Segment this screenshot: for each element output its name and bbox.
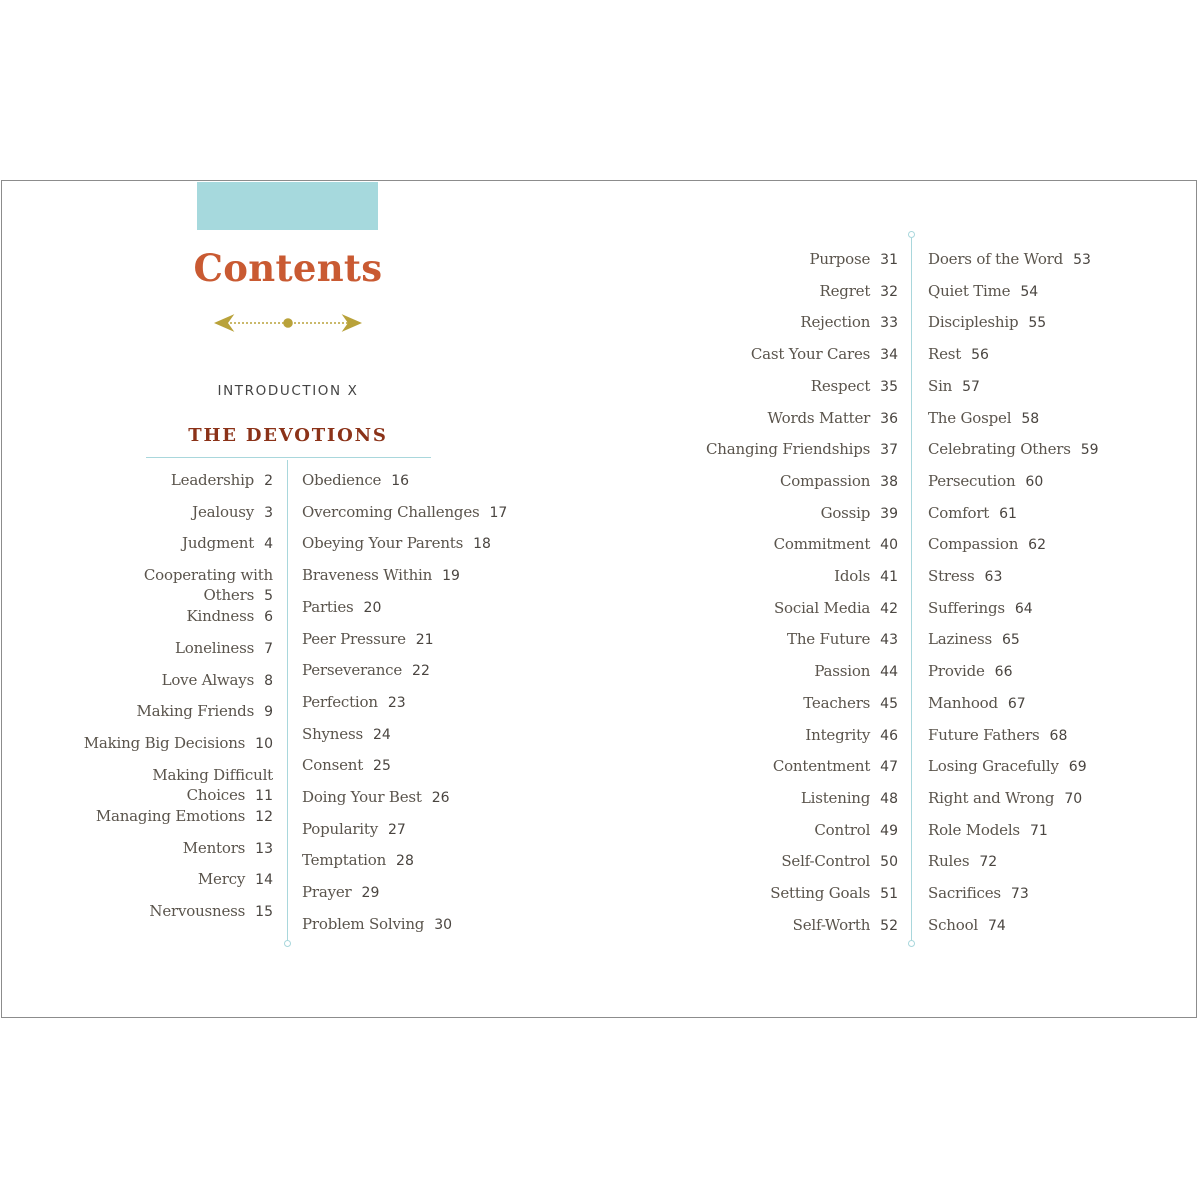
toc-entry-title: The Gospel	[928, 408, 1012, 427]
toc-entry-title: Rest	[928, 345, 962, 364]
toc-entry-page: 36	[880, 410, 898, 427]
toc-entry[interactable]	[780, 471, 898, 492]
toc-entry[interactable]	[928, 820, 1048, 841]
toc-entry[interactable]	[928, 883, 1029, 904]
toc-entry[interactable]	[809, 249, 898, 270]
toc-entry-page: 22	[412, 663, 430, 680]
toc-entry-title: Loneliness	[175, 639, 255, 657]
toc-entry[interactable]	[302, 882, 379, 903]
toc-entry-page: 58	[1021, 410, 1040, 427]
toc-entry-title: Problem Solving	[302, 914, 425, 933]
toc-entry-title: Jealousy	[192, 502, 255, 521]
toc-entry-title: Prayer	[302, 883, 352, 902]
toc-entry-title: Cast Your Cares	[750, 345, 871, 364]
toc-entry-title: Passion	[814, 662, 871, 681]
toc-entry[interactable]	[928, 756, 1087, 777]
toc-entry-title: Making Difficult Choices	[152, 765, 273, 804]
toc-entry-page: 56	[971, 347, 989, 364]
toc-entry-title: Discipleship	[928, 313, 1019, 332]
toc-entry[interactable]	[302, 533, 491, 554]
toc-entry-page: 14	[255, 872, 273, 889]
toc-entry-page: 67	[1007, 695, 1026, 712]
toc-entry-title: Control	[814, 820, 871, 839]
toc-entry-title: Popularity	[302, 819, 378, 838]
toc-entry-title: Setting Goals	[770, 884, 871, 902]
toc-entry-page: 25	[373, 758, 391, 775]
toc-entry-page: 30	[434, 916, 453, 933]
toc-entry-page: 59	[1080, 442, 1099, 459]
toc-entry[interactable]	[302, 724, 391, 745]
toc-entry-page: 7	[264, 641, 273, 657]
divider-end-dot	[908, 940, 915, 947]
heading-divider	[146, 457, 431, 458]
toc-entry-page: 9	[264, 704, 273, 721]
toc-entry[interactable]	[302, 660, 430, 681]
toc-entry-title: Self-Worth	[792, 915, 871, 934]
toc-entry[interactable]	[928, 408, 1039, 429]
toc-entry[interactable]	[928, 725, 1067, 746]
toc-entry[interactable]	[834, 566, 898, 587]
toc-entry-page: 46	[880, 727, 898, 744]
toc-entry-page: 39	[880, 505, 898, 522]
toc-entry[interactable]	[928, 439, 1099, 460]
toc-entry-title: Mentors	[182, 838, 246, 857]
toc-entry-title: Words Matter	[767, 408, 871, 427]
toc-entry-page: 48	[880, 790, 898, 807]
toc-entry-page: 74	[988, 917, 1006, 934]
toc-entry[interactable]	[171, 470, 273, 491]
toc-entry-title: Sin	[928, 376, 953, 395]
toc-entry-title: Social Media	[773, 598, 871, 617]
toc-entry-title: Provide	[928, 662, 985, 681]
toc-entry-title: Sufferings	[928, 598, 1005, 617]
toc-entry-page: 35	[880, 378, 898, 395]
toc-entry-title: Overcoming Challenges	[302, 502, 480, 521]
toc-entry-page: 50	[880, 854, 898, 871]
toc-entry-title: Making Big Decisions	[83, 734, 246, 753]
toc-entry[interactable]	[928, 376, 980, 397]
toc-entry-title: Teachers	[803, 693, 871, 712]
toc-entry-page: 32	[880, 283, 898, 300]
toc-entry-title: Perfection	[302, 692, 378, 711]
toc-entry-page: 71	[1029, 822, 1048, 839]
toc-entry[interactable]	[928, 915, 1006, 936]
toc-entry-title: Respect	[810, 376, 871, 395]
toc-entry-title: Obeying Your Parents	[302, 534, 464, 553]
toc-entry-page: 38	[880, 473, 898, 490]
toc-entry-title: Comfort	[928, 503, 990, 522]
toc-entry[interactable]	[302, 755, 391, 776]
toc-entry[interactable]	[928, 851, 997, 872]
toc-entry[interactable]	[302, 597, 381, 618]
toc-entry-page: 13	[255, 840, 273, 857]
toc-entry-page: 49	[880, 822, 898, 839]
toc-entry[interactable]	[928, 281, 1038, 302]
toc-entry-page: 23	[387, 694, 406, 711]
toc-entry-title: Self-Control	[781, 852, 871, 871]
toc-entry-title: Right and Wrong	[928, 788, 1055, 807]
toc-entry-title: Listening	[800, 788, 871, 807]
toc-entry-page: 29	[361, 885, 380, 902]
toc-entry-title: Compassion	[780, 471, 871, 490]
toc-entry[interactable]	[801, 788, 898, 809]
toc-entry[interactable]	[302, 787, 450, 808]
toc-entry-page: 21	[415, 631, 434, 648]
toc-entry-title: Purpose	[809, 250, 871, 268]
toc-entry[interactable]	[774, 598, 898, 619]
toc-entry-page: 70	[1064, 790, 1083, 807]
devotions-heading: THE DEVOTIONS	[188, 425, 388, 446]
toc-entry[interactable]	[302, 819, 406, 840]
toc-entry-page: 20	[363, 599, 382, 616]
toc-entry-title: Obedience	[302, 471, 382, 489]
toc-entry-page: 45	[880, 695, 898, 712]
toc-entry[interactable]	[805, 725, 898, 746]
toc-entry-title: Celebrating Others	[928, 440, 1071, 459]
toc-entry-title: Changing Friendships	[706, 440, 871, 459]
toc-entry-page: 44	[880, 664, 898, 681]
toc-entry[interactable]	[302, 565, 460, 586]
toc-entry-page: 55	[1028, 315, 1047, 332]
toc-entry-page: 40	[880, 537, 898, 554]
toc-entry-page: 41	[880, 569, 898, 585]
toc-entry[interactable]	[928, 344, 989, 365]
toc-entry-title: Temptation	[302, 851, 387, 870]
toc-entry-title: Stress	[928, 567, 975, 585]
toc-entry-page: 69	[1068, 759, 1087, 776]
toc-entry-title: Commitment	[773, 535, 871, 554]
toc-entry[interactable]	[820, 281, 898, 302]
toc-entry-title: Judgment	[182, 534, 255, 553]
right-column-divider	[911, 238, 912, 942]
toc-entry-title: Rejection	[800, 313, 871, 332]
toc-entry-title: Leadership	[170, 471, 255, 489]
toc-entry-title: Sacrifices	[928, 884, 1001, 902]
toc-entry[interactable]	[183, 838, 273, 859]
toc-entry-title: Role Models	[928, 820, 1020, 839]
divider-start-dot	[908, 231, 915, 238]
toc-entry-page: 18	[473, 536, 491, 553]
toc-entry-page: 42	[880, 600, 898, 617]
toc-entry[interactable]	[928, 312, 1046, 333]
toc-entry-page: 47	[880, 759, 898, 776]
toc-entry-page: 5	[264, 588, 273, 605]
toc-entry-title: Perseverance	[302, 661, 403, 680]
toc-entry[interactable]	[767, 408, 898, 429]
toc-entry-page: 73	[1010, 886, 1029, 902]
toc-entry-page: 24	[372, 726, 391, 743]
toc-entry[interactable]	[793, 915, 898, 936]
toc-entry[interactable]	[928, 788, 1082, 809]
divider-end-dot	[284, 940, 291, 947]
toc-entry[interactable]	[928, 661, 1012, 682]
toc-entry-title: Doers of the Word	[928, 250, 1064, 268]
toc-entry-page: 6	[264, 609, 273, 626]
toc-entry[interactable]	[928, 471, 1043, 492]
toc-entry[interactable]	[302, 914, 452, 935]
toc-entry-page: 64	[1014, 600, 1033, 617]
toc-entry-title: Gossip	[820, 503, 871, 522]
toc-entry[interactable]	[302, 850, 414, 871]
toc-entry-title: School	[928, 915, 978, 934]
toc-entry-page: 31	[880, 252, 898, 268]
toc-entry-title: Making Friends	[136, 702, 255, 721]
toc-entry[interactable]	[302, 629, 434, 650]
toc-entry-page: 65	[1001, 632, 1020, 649]
toc-entry[interactable]	[774, 534, 898, 555]
toc-entry-page: 61	[999, 505, 1017, 522]
toc-entry[interactable]	[96, 806, 273, 827]
page-title: Contents	[193, 246, 383, 290]
toc-entry[interactable]	[928, 598, 1033, 619]
toc-entry-page: 63	[984, 569, 1003, 585]
toc-entry-title: Mercy	[197, 870, 246, 889]
toc-entry[interactable]	[302, 502, 507, 523]
accent-tab	[197, 182, 378, 230]
toc-entry-page: 52	[880, 917, 898, 934]
toc-entry[interactable]	[928, 249, 1091, 270]
toc-entry-title: Shyness	[302, 724, 363, 743]
toc-entry[interactable]	[814, 661, 898, 682]
toc-entry[interactable]	[192, 502, 273, 523]
toc-entry-title: Idols	[834, 567, 871, 585]
toc-entry-page: 68	[1049, 727, 1068, 744]
toc-entry-page: 3	[264, 504, 273, 521]
toc-entry[interactable]	[198, 869, 273, 890]
toc-entry-title: Nervousness	[149, 902, 246, 921]
toc-entry-title: Persecution	[928, 471, 1016, 490]
toc-entry-page: 16	[391, 473, 410, 489]
toc-entry-title: Manhood	[928, 693, 998, 712]
toc-entry-page: 66	[994, 664, 1013, 681]
toc-entry[interactable]	[136, 701, 273, 722]
introduction-entry[interactable]: INTRODUCTION X	[217, 383, 359, 399]
toc-entry-page: 28	[396, 853, 414, 870]
toc-entry-page: 72	[979, 854, 998, 871]
toc-entry[interactable]	[144, 565, 273, 606]
toc-entry[interactable]	[175, 638, 273, 659]
toc-entry-title: Kindness	[186, 607, 255, 626]
toc-entry[interactable]	[821, 503, 898, 524]
toc-entry[interactable]	[803, 693, 898, 714]
toc-entry-title: Future Fathers	[928, 725, 1040, 744]
toc-entry[interactable]	[811, 376, 898, 397]
toc-entry-title: Rules	[928, 852, 970, 871]
toc-entry-title: Laziness	[928, 630, 992, 649]
toc-entry-page: 10	[255, 736, 273, 753]
toc-entry[interactable]	[928, 693, 1026, 714]
toc-entry-page: 2	[264, 473, 273, 489]
toc-entry-page: 37	[880, 442, 898, 459]
toc-entry-title: Braveness Within	[302, 566, 433, 585]
toc-entry-page: 60	[1025, 473, 1044, 490]
toc-entry-page: 51	[880, 886, 898, 902]
left-column-divider	[287, 460, 288, 942]
toc-entry-page: 17	[489, 504, 508, 521]
toc-entry[interactable]	[302, 470, 409, 491]
toc-entry-page: 62	[1028, 537, 1046, 554]
toc-entry[interactable]	[186, 606, 273, 627]
toc-entry[interactable]	[162, 670, 273, 691]
toc-entry-page: 57	[962, 378, 980, 395]
arrow-ornament-icon	[214, 313, 362, 333]
toc-entry-page: 27	[388, 821, 406, 838]
toc-entry-title: Losing Gracefully	[928, 757, 1059, 776]
toc-entry[interactable]	[814, 820, 898, 841]
toc-entry-page: 26	[431, 790, 450, 806]
toc-entry-title: Peer Pressure	[302, 629, 406, 648]
toc-entry[interactable]	[928, 629, 1020, 650]
toc-entry[interactable]	[928, 534, 1046, 555]
toc-entry[interactable]	[787, 629, 898, 650]
toc-entry-title: Regret	[819, 281, 871, 300]
toc-entry[interactable]	[770, 883, 898, 904]
toc-entry-title: Love Always	[161, 670, 255, 689]
toc-entry-title: Cooperating with Others	[143, 566, 273, 605]
toc-entry[interactable]	[773, 756, 898, 777]
toc-entry[interactable]	[781, 851, 898, 872]
toc-entry[interactable]	[706, 439, 898, 460]
toc-entry-page: 4	[264, 536, 273, 553]
toc-entry-page: 15	[255, 904, 273, 921]
toc-entry-page: 8	[264, 672, 273, 689]
toc-entry[interactable]	[751, 344, 898, 365]
toc-entry-page: 34	[880, 347, 898, 364]
toc-entry-page: 54	[1020, 283, 1039, 300]
toc-entry-title: The Future	[787, 630, 871, 649]
toc-entry[interactable]	[182, 533, 273, 554]
toc-entry-page: 19	[442, 568, 460, 585]
toc-entry-page: 11	[255, 787, 273, 804]
toc-entry[interactable]	[302, 692, 406, 713]
toc-entry-title: Contentment	[772, 757, 871, 776]
toc-entry-title: Compassion	[928, 535, 1019, 554]
toc-entry[interactable]	[84, 733, 273, 754]
toc-entry[interactable]	[152, 765, 273, 806]
toc-entry-page: 53	[1073, 252, 1091, 268]
toc-entry-page: 43	[880, 632, 898, 649]
toc-entry-title: Parties	[302, 597, 354, 616]
toc-entry[interactable]	[149, 901, 273, 922]
toc-entry[interactable]	[800, 312, 898, 333]
toc-entry-title: Doing Your Best	[302, 788, 422, 806]
toc-entry[interactable]	[928, 566, 1002, 587]
toc-entry[interactable]	[928, 503, 1017, 524]
toc-entry-title: Integrity	[805, 725, 871, 744]
toc-entry-page: 12	[255, 809, 273, 826]
toc-entry-title: Quiet Time	[928, 281, 1011, 300]
toc-entry-title: Consent	[302, 756, 364, 775]
toc-entry-page: 33	[880, 315, 898, 332]
toc-entry-title: Managing Emotions	[95, 807, 246, 826]
